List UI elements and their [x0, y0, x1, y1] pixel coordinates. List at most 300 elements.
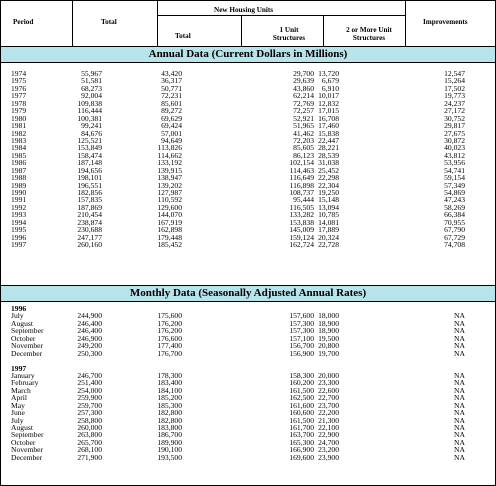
total-cell: 249,200 — [77, 341, 102, 351]
two-more-unit-cell: 19,700 — [318, 348, 339, 358]
new-housing-total-cell: 183,800 — [157, 423, 182, 432]
two-more-unit-cell: 16,708 — [318, 113, 339, 123]
new-housing-total-cell: 113,826 — [157, 143, 182, 153]
period-cell: 1975 — [11, 76, 27, 86]
table-row — [1, 189, 495, 196]
improvements-cell: NA — [454, 341, 465, 351]
new-housing-total-cell: 162,898 — [157, 225, 182, 235]
table-row — [1, 107, 495, 114]
total-cell: 182,856 — [77, 188, 102, 197]
new-housing-total-cell: 144,070 — [157, 210, 182, 220]
two-more-unit-cell: 14,081 — [318, 217, 339, 227]
new-housing-total-cell: 50,771 — [161, 83, 182, 93]
two-more-unit-cell: 20,000 — [318, 370, 339, 380]
period-cell: 1997 — [11, 240, 27, 250]
year-label: 1996 — [11, 304, 27, 313]
table-row — [1, 387, 495, 394]
two-more-unit-cell: 23,200 — [318, 445, 339, 455]
total-cell: 230,688 — [77, 225, 102, 235]
total-cell: 157,835 — [77, 195, 102, 205]
period-cell: July — [11, 415, 24, 425]
period-cell: 1979 — [11, 106, 27, 116]
period-cell: October — [11, 333, 36, 343]
new-housing-total-cell: 36,317 — [161, 76, 182, 86]
two-more-unit-cell: 18,900 — [318, 326, 339, 336]
table-row — [1, 174, 495, 181]
one-unit-cell: 159,124 — [289, 232, 314, 242]
one-unit-cell: 160,200 — [289, 378, 314, 388]
one-unit-cell: 72,769 — [293, 98, 314, 108]
two-more-unit-cell: 31,038 — [318, 158, 339, 168]
one-unit-cell: 29,700 — [293, 69, 314, 78]
one-unit-cell: 157,100 — [289, 333, 314, 343]
table-row — [1, 350, 495, 357]
two-more-unit-cell: 21,300 — [318, 415, 339, 425]
total-cell: 268,100 — [77, 445, 102, 455]
new-housing-total-cell: 185,200 — [157, 393, 182, 403]
annual-data-rows — [1, 70, 495, 249]
col-header-period: Period — [13, 18, 34, 26]
one-unit-cell: 133,282 — [289, 210, 314, 220]
improvements-cell: 15,264 — [444, 76, 465, 86]
total-cell: 153,849 — [77, 143, 102, 153]
new-housing-total-cell: 127,987 — [157, 188, 182, 197]
new-housing-total-cell: 138,947 — [157, 173, 182, 183]
total-cell: 254,000 — [77, 385, 102, 395]
one-unit-cell: 160,600 — [289, 408, 314, 418]
new-housing-total-cell: 182,800 — [157, 415, 182, 425]
period-cell: December — [11, 348, 43, 358]
table-row — [1, 92, 495, 99]
total-cell: 194,656 — [77, 165, 102, 175]
improvements-cell: 54,869 — [444, 188, 465, 197]
one-unit-cell: 145,009 — [289, 225, 314, 235]
improvements-cell: NA — [454, 311, 465, 321]
one-unit-cell: 86,123 — [293, 150, 314, 160]
two-more-unit-cell: 22,700 — [318, 393, 339, 403]
two-more-unit-cell: 12,832 — [318, 98, 339, 108]
improvements-cell: NA — [454, 378, 465, 388]
table-row — [1, 182, 495, 189]
improvements-cell: 57,349 — [444, 180, 465, 190]
total-cell: 246,400 — [77, 326, 102, 336]
new-housing-total-cell: 178,300 — [157, 370, 182, 380]
table-row — [1, 431, 495, 438]
divider — [405, 1, 406, 46]
improvements-cell: NA — [454, 393, 465, 403]
table-row — [1, 454, 495, 461]
new-housing-total-cell: 179,448 — [157, 232, 182, 242]
one-unit-cell: 165,300 — [289, 437, 314, 447]
improvements-cell: 27,675 — [444, 128, 465, 138]
new-housing-total-cell: 193,500 — [157, 452, 182, 462]
improvements-cell: 17,502 — [444, 83, 465, 93]
two-more-unit-cell: 22,200 — [318, 408, 339, 418]
one-unit-cell: 161,500 — [289, 415, 314, 425]
total-cell: 260,160 — [77, 240, 102, 250]
col-header-total: Total — [101, 18, 117, 26]
year-heading — [1, 305, 495, 312]
new-housing-total-cell: 183,400 — [157, 378, 182, 388]
new-housing-total-cell: 69,424 — [161, 121, 182, 131]
one-unit-cell: 166,900 — [289, 445, 314, 455]
total-cell: 263,800 — [77, 430, 102, 440]
total-cell: 246,900 — [77, 333, 102, 343]
total-cell: 258,800 — [77, 415, 102, 425]
table-row — [1, 424, 495, 431]
new-housing-total-cell: 185,452 — [157, 240, 182, 250]
total-cell: 100,381 — [77, 113, 102, 123]
improvements-cell: 12,547 — [444, 69, 465, 78]
table-row — [1, 439, 495, 446]
period-cell: 1995 — [11, 225, 27, 235]
divider — [157, 1, 158, 46]
table-row — [1, 327, 495, 334]
new-housing-total-cell: 129,600 — [157, 202, 182, 212]
table-row — [1, 402, 495, 409]
two-more-unit-cell: 28,539 — [318, 150, 339, 160]
improvements-cell: 40,023 — [444, 143, 465, 153]
col-header-one-unit: 1 Unit Structures — [272, 26, 306, 42]
total-cell: 99,241 — [81, 121, 102, 131]
two-more-unit-cell: 18,900 — [318, 318, 339, 328]
two-more-unit-cell: 15,148 — [318, 195, 339, 205]
new-housing-total-cell: 185,300 — [157, 400, 182, 410]
improvements-cell: NA — [454, 348, 465, 358]
one-unit-cell: 85,605 — [293, 143, 314, 153]
one-unit-cell: 43,860 — [293, 83, 314, 93]
divider — [241, 15, 242, 46]
new-housing-total-cell: 176,200 — [157, 326, 182, 336]
new-housing-total-cell: 189,900 — [157, 437, 182, 447]
period-cell: 1986 — [11, 158, 27, 168]
one-unit-cell: 114,463 — [289, 165, 314, 175]
two-more-unit-cell: 20,800 — [318, 341, 339, 351]
new-housing-total-cell: 139,915 — [157, 165, 182, 175]
table-row — [1, 137, 495, 144]
one-unit-cell: 72,257 — [293, 106, 314, 116]
table-row — [1, 219, 495, 226]
table-row — [1, 335, 495, 342]
two-more-unit-cell: 22,728 — [318, 240, 339, 250]
table-row — [1, 409, 495, 416]
period-cell: 1992 — [11, 202, 27, 212]
new-housing-total-cell: 72,231 — [161, 91, 182, 101]
improvements-cell: NA — [454, 415, 465, 425]
two-more-unit-cell: 22,600 — [318, 385, 339, 395]
period-cell: 1981 — [11, 121, 27, 131]
two-more-unit-cell: 28,221 — [318, 143, 339, 153]
one-unit-cell: 156,700 — [289, 341, 314, 351]
two-more-unit-cell: 15,838 — [318, 128, 339, 138]
period-cell: 1991 — [11, 195, 27, 205]
period-cell: January — [11, 370, 35, 380]
new-housing-total-cell: 85,601 — [161, 98, 182, 108]
year-heading — [1, 365, 495, 372]
two-more-unit-cell: 18,000 — [318, 311, 339, 321]
improvements-cell: 66,384 — [444, 210, 465, 220]
improvements-cell: NA — [454, 385, 465, 395]
divider — [72, 1, 73, 46]
one-unit-cell: 157,600 — [289, 311, 314, 321]
col-header-new-housing-units: New Housing Units — [214, 6, 274, 14]
two-more-unit-cell: 23,300 — [318, 378, 339, 388]
one-unit-cell: 72,203 — [293, 135, 314, 145]
table-row — [1, 130, 495, 137]
one-unit-cell: 162,724 — [289, 240, 314, 250]
total-cell: 55,967 — [81, 69, 102, 78]
total-cell: 51,581 — [81, 76, 102, 86]
one-unit-cell: 163,700 — [289, 430, 314, 440]
period-cell: August — [11, 423, 33, 432]
table-row — [1, 100, 495, 107]
total-cell: 68,273 — [81, 83, 102, 93]
improvements-cell: 29,817 — [444, 121, 465, 131]
table-row — [1, 312, 495, 319]
two-more-unit-cell: 25,452 — [318, 165, 339, 175]
two-more-unit-cell: 22,900 — [318, 430, 339, 440]
one-unit-cell: 157,300 — [289, 318, 314, 328]
total-cell: 198,101 — [77, 173, 102, 183]
period-cell: 1985 — [11, 150, 27, 160]
total-cell: 259,900 — [77, 393, 102, 403]
table-row — [1, 320, 495, 327]
one-unit-cell: 116,505 — [289, 202, 314, 212]
improvements-cell: 70,955 — [444, 217, 465, 227]
two-more-unit-cell: 23,900 — [318, 452, 339, 462]
new-housing-total-cell: 190,100 — [157, 445, 182, 455]
one-unit-cell: 169,600 — [289, 452, 314, 462]
period-cell: 1990 — [11, 188, 27, 197]
two-more-unit-cell: 22,447 — [318, 135, 339, 145]
divider — [157, 15, 405, 16]
period-cell: 1978 — [11, 98, 27, 108]
two-more-unit-cell: 17,460 — [318, 121, 339, 131]
period-cell: June — [11, 408, 25, 418]
col-header-two-more: 2 or More Unit Structures — [346, 26, 392, 42]
period-cell: September — [11, 430, 44, 440]
period-cell: September — [11, 326, 44, 336]
improvements-cell: NA — [454, 408, 465, 418]
improvements-cell: 47,243 — [444, 195, 465, 205]
table-row — [1, 70, 495, 77]
divider — [323, 15, 324, 46]
new-housing-total-cell: 176,700 — [157, 348, 182, 358]
table-row — [1, 77, 495, 84]
improvements-cell: 19,773 — [444, 91, 465, 101]
period-cell: 1983 — [11, 135, 27, 145]
two-more-unit-cell: 22,298 — [318, 173, 339, 183]
total-cell: 246,700 — [77, 370, 102, 380]
two-more-unit-cell: 17,889 — [318, 225, 339, 235]
table-row — [1, 226, 495, 233]
total-cell: 125,521 — [77, 135, 102, 145]
two-more-unit-cell: 6,679 — [321, 76, 339, 86]
period-cell: July — [11, 311, 24, 321]
two-more-unit-cell: 24,700 — [318, 437, 339, 447]
improvements-cell: 53,956 — [444, 158, 465, 168]
two-more-unit-cell: 22,304 — [318, 180, 339, 190]
improvements-cell: NA — [454, 400, 465, 410]
period-cell: 1994 — [11, 217, 27, 227]
period-cell: 1989 — [11, 180, 27, 190]
one-unit-cell: 116,649 — [289, 173, 314, 183]
period-cell: October — [11, 437, 36, 447]
total-cell: 246,400 — [77, 318, 102, 328]
total-cell: 259,700 — [77, 400, 102, 410]
two-more-unit-cell: 17,015 — [318, 106, 339, 116]
one-unit-cell: 52,921 — [293, 113, 314, 123]
period-cell: November — [11, 445, 44, 455]
two-more-unit-cell: 6,910 — [321, 83, 339, 93]
spacer — [1, 357, 495, 364]
total-cell: 247,177 — [77, 232, 102, 242]
new-housing-total-cell: 184,100 — [157, 385, 182, 395]
table-row — [1, 152, 495, 159]
period-cell: 1980 — [11, 113, 27, 123]
improvements-cell: 67,729 — [444, 232, 465, 242]
period-cell: November — [11, 341, 44, 351]
period-cell: 1984 — [11, 143, 27, 153]
total-cell: 250,300 — [77, 348, 102, 358]
total-cell: 244,900 — [77, 311, 102, 321]
two-more-unit-cell: 23,700 — [318, 400, 339, 410]
improvements-cell: NA — [454, 318, 465, 328]
table-row — [1, 159, 495, 166]
new-housing-total-cell: 176,600 — [157, 333, 182, 343]
table-row — [1, 394, 495, 401]
table-row — [1, 379, 495, 386]
period-cell: 1974 — [11, 69, 27, 78]
new-housing-total-cell: 133,192 — [157, 158, 182, 168]
total-cell: 210,454 — [77, 210, 102, 220]
period-cell: 1977 — [11, 91, 27, 101]
period-cell: 1987 — [11, 165, 27, 175]
period-cell: 1996 — [11, 232, 27, 242]
new-housing-total-cell: 177,400 — [157, 341, 182, 351]
total-cell: 257,300 — [77, 408, 102, 418]
two-more-unit-cell: 13,094 — [318, 202, 339, 212]
improvements-cell: 24,237 — [444, 98, 465, 108]
total-cell: 265,700 — [77, 437, 102, 447]
improvements-cell: NA — [454, 326, 465, 336]
table-row — [1, 85, 495, 92]
improvements-cell: 27,172 — [444, 106, 465, 116]
one-unit-cell: 29,639 — [293, 76, 314, 86]
new-housing-total-cell: 175,600 — [157, 311, 182, 321]
one-unit-cell: 41,462 — [293, 128, 314, 138]
new-housing-total-cell: 186,700 — [157, 430, 182, 440]
total-cell: 92,004 — [81, 91, 102, 101]
table-row — [1, 446, 495, 453]
two-more-unit-cell: 10,785 — [318, 210, 339, 220]
table-row — [1, 417, 495, 424]
new-housing-total-cell: 139,202 — [157, 180, 182, 190]
one-unit-cell: 51,965 — [293, 121, 314, 131]
table-row — [1, 144, 495, 151]
improvements-cell: NA — [454, 437, 465, 447]
total-cell: 187,869 — [77, 202, 102, 212]
table-row — [1, 122, 495, 129]
improvements-cell: 54,741 — [444, 165, 465, 175]
improvements-cell: 30,872 — [444, 135, 465, 145]
col-header-improvements: Improvements — [423, 18, 468, 26]
total-cell: 271,900 — [77, 452, 102, 462]
table-row — [1, 234, 495, 241]
new-housing-total-cell: 182,800 — [157, 408, 182, 418]
year-label: 1997 — [11, 363, 27, 373]
two-more-unit-cell: 20,324 — [318, 232, 339, 242]
one-unit-cell: 156,900 — [289, 348, 314, 358]
improvements-cell: 58,269 — [444, 202, 465, 212]
one-unit-cell: 95,444 — [293, 195, 314, 205]
new-housing-total-cell: 176,200 — [157, 318, 182, 328]
one-unit-cell: 161,500 — [289, 385, 314, 395]
new-housing-total-cell: 43,420 — [161, 69, 182, 78]
one-unit-cell: 161,700 — [289, 423, 314, 432]
monthly-section-heading: Monthly Data (Seasonally Adjusted Annual Rates) — [1, 285, 495, 302]
monthly-data-rows — [1, 305, 495, 461]
period-cell: December — [11, 452, 43, 462]
total-cell: 196,551 — [77, 180, 102, 190]
improvements-cell: 30,752 — [444, 113, 465, 123]
table-row — [1, 167, 495, 174]
period-cell: 1993 — [11, 210, 27, 220]
two-more-unit-cell: 13,720 — [318, 69, 339, 78]
total-cell: 260,000 — [77, 423, 102, 432]
improvements-cell: 43,812 — [444, 150, 465, 160]
improvements-cell: 67,790 — [444, 225, 465, 235]
new-housing-total-cell: 167,919 — [157, 217, 182, 227]
improvements-cell: 74,708 — [444, 240, 465, 250]
improvements-cell: NA — [454, 333, 465, 343]
improvements-cell: NA — [454, 430, 465, 440]
total-cell: 109,838 — [77, 98, 102, 108]
table-row — [1, 241, 495, 248]
table-row — [1, 204, 495, 211]
one-unit-cell: 162,500 — [289, 393, 314, 403]
new-housing-total-cell: 110,592 — [157, 195, 182, 205]
total-cell: 238,874 — [77, 217, 102, 227]
new-housing-total-cell: 89,272 — [161, 106, 182, 116]
table-row — [1, 342, 495, 349]
one-unit-cell: 157,300 — [289, 326, 314, 336]
period-cell: May — [11, 400, 25, 410]
two-more-unit-cell: 10,017 — [318, 91, 339, 101]
period-cell: February — [11, 378, 39, 388]
table-row — [1, 372, 495, 379]
period-cell: 1988 — [11, 173, 27, 183]
two-more-unit-cell: 19,500 — [318, 333, 339, 343]
period-cell: August — [11, 318, 33, 328]
period-cell: 1976 — [11, 83, 27, 93]
total-cell: 158,474 — [77, 150, 102, 160]
one-unit-cell: 108,737 — [289, 188, 314, 197]
improvements-cell: NA — [454, 423, 465, 432]
period-cell: March — [11, 385, 31, 395]
one-unit-cell: 161,600 — [289, 400, 314, 410]
one-unit-cell: 116,898 — [289, 180, 314, 190]
two-more-unit-cell: 19,250 — [318, 188, 339, 197]
total-cell: 187,148 — [77, 158, 102, 168]
one-unit-cell: 153,838 — [289, 217, 314, 227]
one-unit-cell: 62,214 — [293, 91, 314, 101]
new-housing-total-cell: 57,001 — [161, 128, 182, 138]
new-housing-total-cell: 69,629 — [161, 113, 182, 123]
improvements-cell: NA — [454, 452, 465, 462]
period-cell: 1982 — [11, 128, 27, 138]
two-more-unit-cell: 22,100 — [318, 423, 339, 432]
